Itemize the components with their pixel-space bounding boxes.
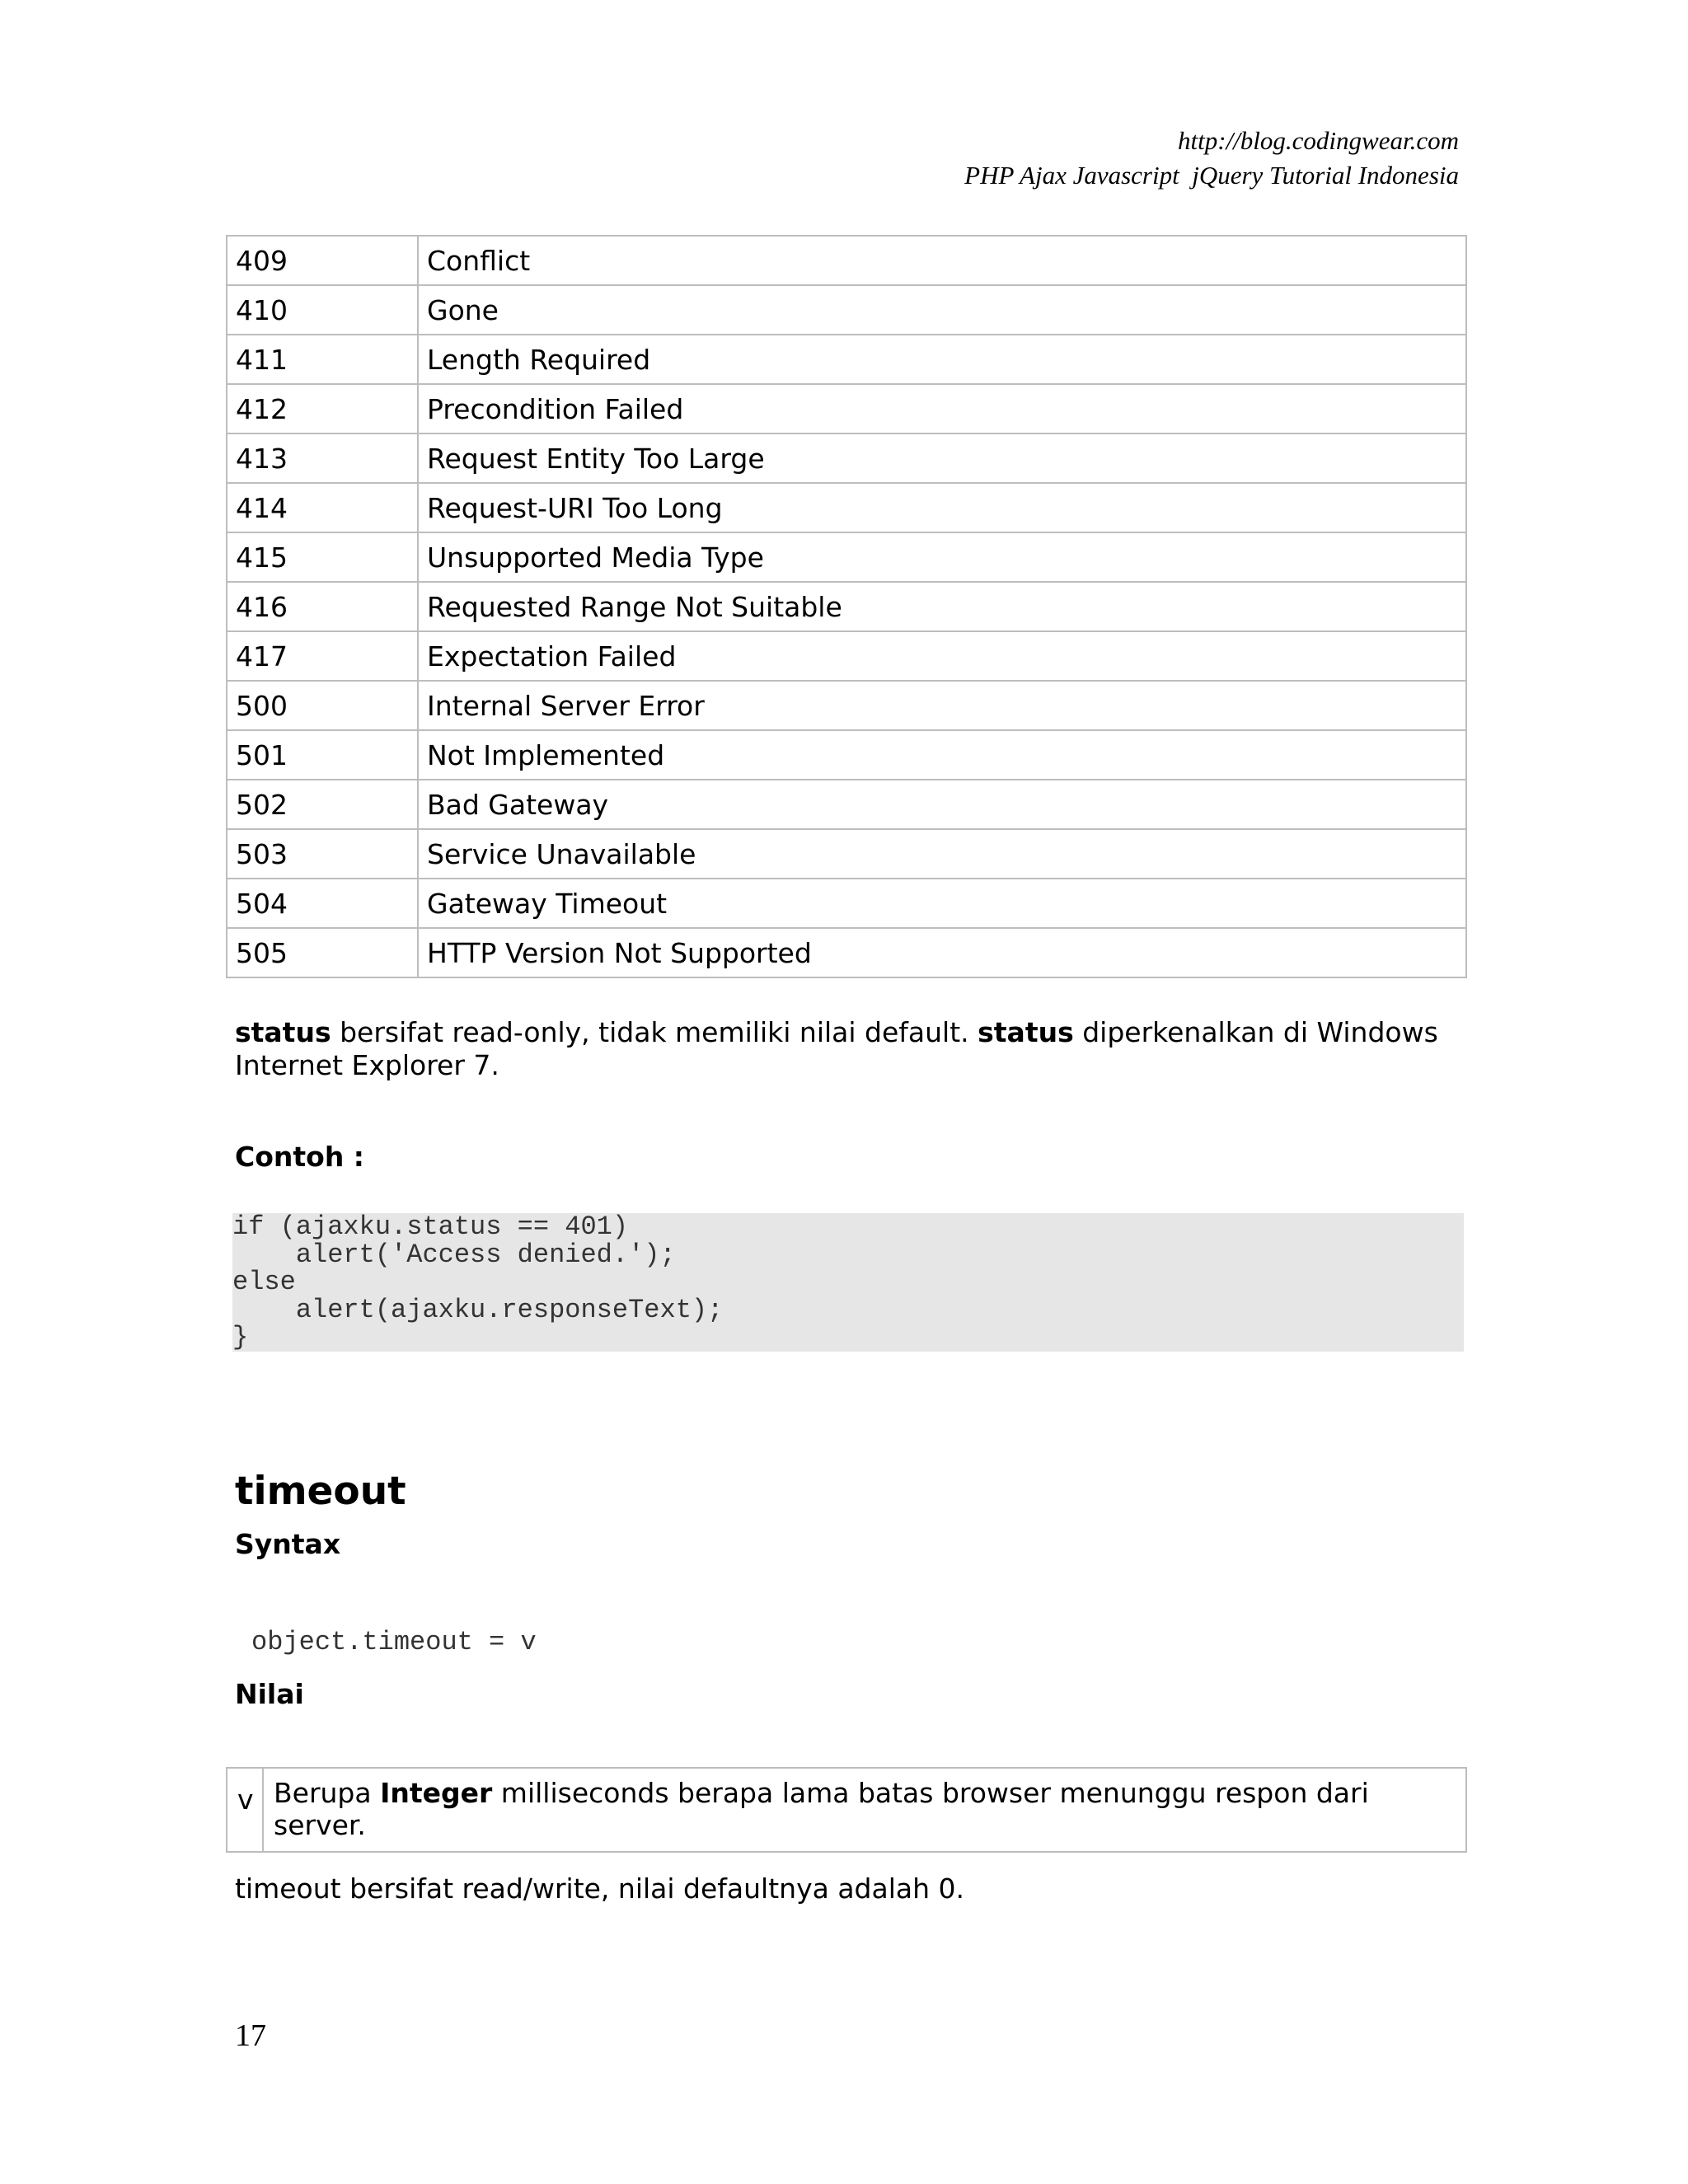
status-text-cell: Request Entity Too Large — [418, 434, 1466, 483]
status-text-cell: Internal Server Error — [418, 681, 1466, 730]
nilai-var-cell: v — [227, 1768, 263, 1852]
status-code-cell: 413 — [227, 434, 418, 483]
nilai-keyword: Integer — [380, 1777, 493, 1809]
status-text-cell: Length Required — [418, 335, 1466, 384]
table-row — [227, 829, 1466, 879]
syntax-code: object.timeout = v — [251, 1627, 537, 1657]
status-text-cell: Precondition Failed — [418, 384, 1466, 434]
syntax-label: Syntax — [235, 1528, 341, 1560]
table-row — [227, 879, 1466, 928]
header-url: http://blog.codingwear.com — [1178, 126, 1459, 155]
table-row — [227, 384, 1466, 434]
code-line: if (ajaxku.status == 401) — [232, 1212, 629, 1242]
table-row — [227, 285, 1466, 335]
status-code-cell: 417 — [227, 631, 418, 681]
table-row — [227, 335, 1466, 384]
nilai-text-1: Berupa — [274, 1777, 381, 1809]
header-subtitle: PHP Ajax Javascript jQuery Tutorial Indonesia — [964, 161, 1459, 190]
status-code-cell: 411 — [227, 335, 418, 384]
table-row — [227, 928, 1466, 977]
status-description — [235, 1016, 1463, 1082]
code-line: alert(ajaxku.responseText); — [232, 1294, 724, 1325]
status-text-cell: Conflict — [418, 236, 1466, 285]
code-line: alert('Access denied.'); — [232, 1239, 676, 1270]
timeout-description: timeout bersifat read/write, nilai defaultnya adalah 0. — [235, 1872, 964, 1905]
table-row — [227, 1768, 1466, 1852]
status-code-cell: 504 — [227, 879, 418, 928]
example-label: Contoh : — [235, 1141, 365, 1173]
status-text-cell: Unsupported Media Type — [418, 532, 1466, 582]
code-line: else — [232, 1267, 296, 1297]
status-code-cell: 502 — [227, 780, 418, 829]
nilai-label: Nilai — [235, 1678, 304, 1710]
table-row — [227, 730, 1466, 780]
code-example — [232, 1213, 1464, 1352]
table-row — [227, 780, 1466, 829]
status-code-cell: 414 — [227, 483, 418, 532]
status-code-cell: 410 — [227, 285, 418, 335]
status-code-cell: 412 — [227, 384, 418, 434]
status-text-2: diperkenalkan di Windows Internet Explorer 7. — [235, 1016, 1447, 1081]
nilai-text-2: milliseconds berapa lama batas browser menunggu respon dari server. — [274, 1777, 1378, 1841]
page-number: 17 — [235, 2018, 266, 2053]
status-text-cell: Expectation Failed — [418, 631, 1466, 681]
status-code-cell: 505 — [227, 928, 418, 977]
nilai-table — [226, 1767, 1467, 1853]
table-row — [227, 532, 1466, 582]
status-text-cell: Gateway Timeout — [418, 879, 1466, 928]
section-heading-timeout: timeout — [235, 1469, 406, 1514]
status-code-cell: 500 — [227, 681, 418, 730]
table-row — [227, 434, 1466, 483]
status-keyword-2: status — [978, 1016, 1074, 1048]
status-text-cell: HTTP Version Not Supported — [418, 928, 1466, 977]
page-header — [964, 124, 1459, 193]
status-text-cell: Requested Range Not Suitable — [418, 582, 1466, 631]
status-text-1: bersifat read-only, tidak memiliki nilai default. — [331, 1016, 978, 1048]
http-status-table — [226, 235, 1467, 978]
table-row — [227, 236, 1466, 285]
status-keyword: status — [235, 1016, 331, 1048]
table-row — [227, 582, 1466, 631]
table-row — [227, 681, 1466, 730]
table-row — [227, 483, 1466, 532]
status-text-cell: Not Implemented — [418, 730, 1466, 780]
code-line: } — [232, 1322, 249, 1352]
status-text-cell: Gone — [418, 285, 1466, 335]
status-code-cell: 416 — [227, 582, 418, 631]
status-text-cell: Request-URI Too Long — [418, 483, 1466, 532]
table-row — [227, 631, 1466, 681]
status-code-cell: 409 — [227, 236, 418, 285]
status-code-cell: 503 — [227, 829, 418, 879]
status-text-cell: Bad Gateway — [418, 780, 1466, 829]
status-code-cell: 415 — [227, 532, 418, 582]
nilai-desc-cell — [263, 1768, 1466, 1852]
status-text-cell: Service Unavailable — [418, 829, 1466, 879]
status-code-cell: 501 — [227, 730, 418, 780]
